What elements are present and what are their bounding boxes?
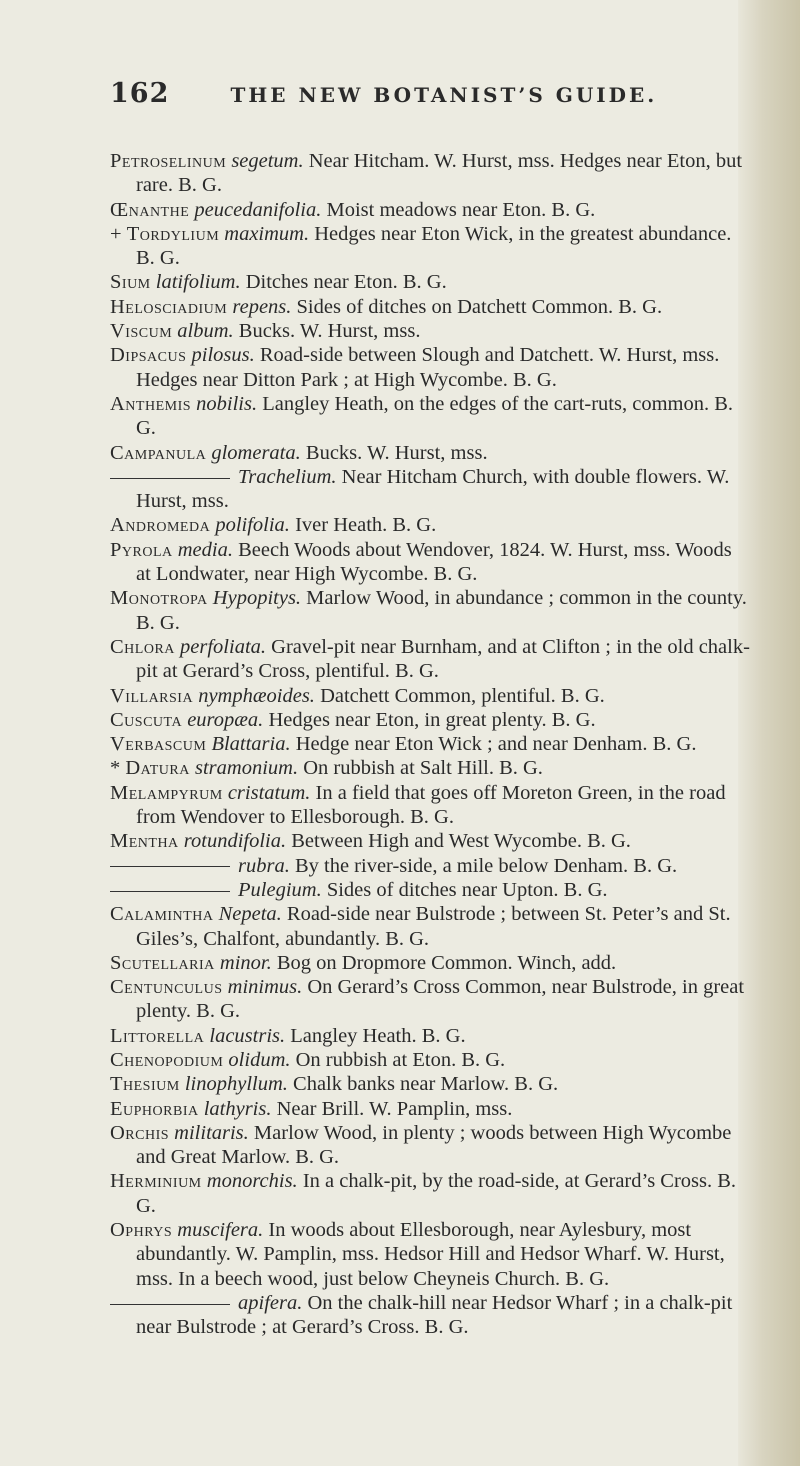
locality-text: Marlow Wood, in plenty ; woods between High Wycombe and Great Marlow. B. G. — [136, 1121, 732, 1169]
species-name: latifolium. — [155, 271, 241, 294]
species-entry — [110, 1291, 750, 1340]
species-entry — [110, 270, 750, 294]
species-name: media. — [177, 538, 233, 561]
locality-text: Hedges near Eton Wick, in the greatest abundance. B. G. — [136, 222, 732, 270]
species-entry — [110, 149, 750, 198]
species-name: apifera. — [238, 1291, 303, 1314]
ditto-dash — [110, 478, 230, 479]
genus-name: Verbascum — [110, 733, 207, 756]
species-name: minimus. — [227, 976, 303, 999]
locality-text: Near Hitcham Church, with double flowers. W. Hurst, mss. — [136, 465, 730, 513]
locality-text: Bucks. W. Hurst, mss. — [300, 441, 488, 464]
species-name: stramonium. — [194, 757, 299, 780]
species-name: rubra. — [238, 854, 290, 877]
species-list — [110, 149, 750, 1340]
species-name: monorchis. — [206, 1170, 298, 1193]
locality-text: Road-side between Slough and Datchett. W. Hurst, mss. Hedges near Ditton Park ; at High Wycombe. B. G. — [136, 344, 720, 391]
species-name: Blattaria. — [211, 733, 291, 756]
genus-name: Chenopodium — [110, 1048, 224, 1071]
running-title: THE NEW BOTANIST’S GUIDE. — [230, 83, 658, 107]
genus-name: Scutellaria — [110, 951, 215, 974]
species-name: linophyllum. — [184, 1073, 288, 1096]
genus-name: Pyrola — [110, 538, 173, 561]
species-entry — [110, 295, 750, 319]
species-name: Hypopitys. — [212, 587, 302, 610]
genus-name: Herminium — [110, 1170, 202, 1193]
species-name: album. — [177, 320, 234, 343]
locality-text: Near Brill. W. Pamplin, mss. — [271, 1097, 513, 1120]
species-entry — [110, 465, 750, 514]
genus-name: Petroselinum — [110, 150, 227, 172]
species-name: repens. — [232, 295, 292, 318]
running-head — [110, 78, 710, 118]
species-entry — [110, 222, 750, 271]
species-name: cristatum. — [227, 781, 311, 804]
species-name: militaris. — [174, 1121, 249, 1144]
genus-name: Thesium — [110, 1073, 180, 1096]
locality-text: Hedge near Eton Wick ; and near Denham. B. G. — [290, 733, 697, 756]
species-name: polifolia. — [215, 514, 290, 537]
locality-text: By the river-side, a mile below Denham. B. G. — [289, 854, 678, 877]
genus-name: Datura — [125, 757, 190, 780]
ditto-dash — [110, 866, 230, 867]
genus-name: Centunculus — [110, 976, 223, 999]
species-name: glomerata. — [211, 441, 301, 464]
locality-text: Road-side near Bulstrode ; between St. Peter’s and St. Giles’s, Chalfont, abundantly. B. G. — [136, 903, 731, 950]
genus-name: Orchis — [110, 1121, 170, 1144]
locality-text: Ditches near Eton. B. G. — [240, 271, 447, 294]
genus-name: Monotropa — [110, 587, 208, 610]
species-entry — [110, 854, 750, 878]
species-entry — [110, 951, 750, 975]
species-name: lacustris. — [209, 1024, 286, 1047]
locality-text: In a field that goes off Moreton Green, in the road from Wendover to Ellesborough. B. G. — [136, 781, 726, 829]
species-entry — [110, 1048, 750, 1072]
species-entry — [110, 1169, 750, 1218]
genus-name: Chlora — [110, 635, 175, 658]
species-entry — [110, 829, 750, 853]
species-name: peucedanifolia. — [194, 198, 322, 221]
genus-name: Cuscuta — [110, 708, 183, 731]
genus-name: Tordylium — [126, 222, 220, 245]
page-number: 162 — [110, 78, 170, 109]
species-name: minor. — [219, 951, 272, 974]
species-name: nymphæoides. — [198, 684, 315, 707]
locality-text: Marlow Wood, in abundance ; common in the county. B. G. — [136, 587, 747, 634]
species-entry — [110, 1097, 750, 1121]
species-entry — [110, 732, 750, 756]
species-entry — [110, 975, 750, 1024]
species-name: segetum. — [231, 150, 304, 172]
genus-name: Mentha — [110, 830, 179, 853]
locality-text: Langley Heath, on the edges of the cart-ruts, common. B. G. — [136, 392, 734, 440]
species-entry — [110, 756, 750, 780]
species-entry — [110, 392, 750, 441]
species-entry — [110, 878, 750, 902]
species-name: lathyris. — [203, 1097, 272, 1120]
genus-name: Ophrys — [110, 1219, 173, 1242]
genus-name: Anthemis — [110, 392, 192, 415]
genus-name: Viscum — [110, 320, 173, 343]
species-entry — [110, 635, 750, 684]
genus-name: Campanula — [110, 441, 207, 464]
genus-name: Villarsia — [110, 684, 194, 707]
locality-text: Sides of ditches near Upton. B. G. — [321, 878, 608, 901]
species-entry — [110, 708, 750, 732]
locality-text: Moist meadows near Eton. B. G. — [321, 198, 596, 221]
species-entry — [110, 198, 750, 222]
species-name: pilosus. — [191, 344, 255, 367]
genus-name: Littorella — [110, 1024, 205, 1047]
ditto-dash — [110, 1304, 230, 1305]
species-entry — [110, 513, 750, 537]
species-entry — [110, 1121, 750, 1170]
genus-name: Euphorbia — [110, 1097, 199, 1120]
genus-name: Œnanthe — [110, 198, 190, 221]
locality-text: Beech Woods about Wendover, 1824. W. Hurst, mss. Woods at Londwater, near High Wycombe. B. G. — [136, 538, 732, 586]
species-name: rotundifolia. — [183, 830, 287, 853]
locality-text: Langley Heath. B. G. — [285, 1024, 466, 1047]
species-entry — [110, 781, 750, 830]
genus-name: Calamintha — [110, 903, 214, 926]
genus-name: Andromeda — [110, 514, 211, 537]
species-entry — [110, 902, 750, 951]
genus-name: Melampyrum — [110, 781, 223, 804]
locality-text: Datchett Common, plentiful. B. G. — [314, 684, 605, 707]
species-name: perfoliata. — [180, 635, 267, 658]
locality-text: On the chalk-hill near Hedsor Wharf ; in a chalk-pit near Bulstrode ; at Gerard’s Cross. B. G. — [136, 1291, 733, 1339]
genus-name: Dipsacus — [110, 344, 187, 367]
species-entry — [110, 1024, 750, 1048]
species-entry — [110, 1072, 750, 1096]
locality-text: Hedges near Eton, in great plenty. B. G. — [263, 708, 596, 731]
species-entry — [110, 538, 750, 587]
entry-marker: + — [110, 222, 127, 245]
locality-text: On rubbish at Salt Hill. B. G. — [298, 757, 543, 780]
species-name: Pulegium. — [238, 878, 322, 901]
species-entry — [110, 586, 750, 635]
locality-text: On rubbish at Eton. B. G. — [290, 1048, 506, 1071]
locality-text: On Gerard’s Cross Common, near Bulstrode, in great plenty. B. G. — [136, 976, 745, 1023]
locality-text: Bucks. W. Hurst, mss. — [233, 320, 421, 343]
ditto-dash — [110, 891, 230, 892]
locality-text: Gravel-pit near Burnham, and at Clifton ; in the old chalk-pit at Gerard’s Cross, plentiful. B. G. — [136, 635, 750, 683]
locality-text: In a chalk-pit, by the road-side, at Gerard’s Cross. B. G. — [136, 1170, 737, 1217]
species-name: olidum. — [228, 1048, 291, 1071]
entry-marker: * — [110, 757, 126, 780]
locality-text: Sides of ditches on Datchett Common. B. G. — [291, 295, 663, 318]
species-name: maximum. — [224, 222, 310, 245]
species-name: Trachelium. — [238, 465, 337, 488]
species-name: muscifera. — [177, 1219, 264, 1242]
species-entry — [110, 343, 750, 392]
locality-text: Iver Heath. B. G. — [289, 514, 437, 537]
locality-text: Near Hitcham. W. Hurst, mss. Hedges near Eton, but rare. B. G. — [136, 150, 743, 197]
locality-text: Between High and West Wycombe. B. G. — [286, 830, 631, 853]
locality-text: Bog on Dropmore Common. Winch, add. — [271, 951, 617, 974]
species-name: nobilis. — [196, 392, 258, 415]
species-name: Nepeta. — [218, 903, 282, 926]
locality-text: Chalk banks near Marlow. B. G. — [287, 1073, 559, 1096]
species-entry — [110, 684, 750, 708]
species-entry — [110, 1218, 750, 1291]
locality-text: In woods about Ellesborough, near Aylesbury, most abundantly. W. Pamplin, mss. Hedsor Hill and Hedsor Wharf. W. Hurst, mss. In a beech wood, just below Cheyneis Church. B. G. — [136, 1219, 725, 1290]
genus-name: Helosciadium — [110, 295, 228, 318]
species-entry — [110, 319, 750, 343]
species-entry — [110, 441, 750, 465]
species-name: europæa. — [187, 708, 264, 731]
genus-name: Sium — [110, 271, 151, 294]
